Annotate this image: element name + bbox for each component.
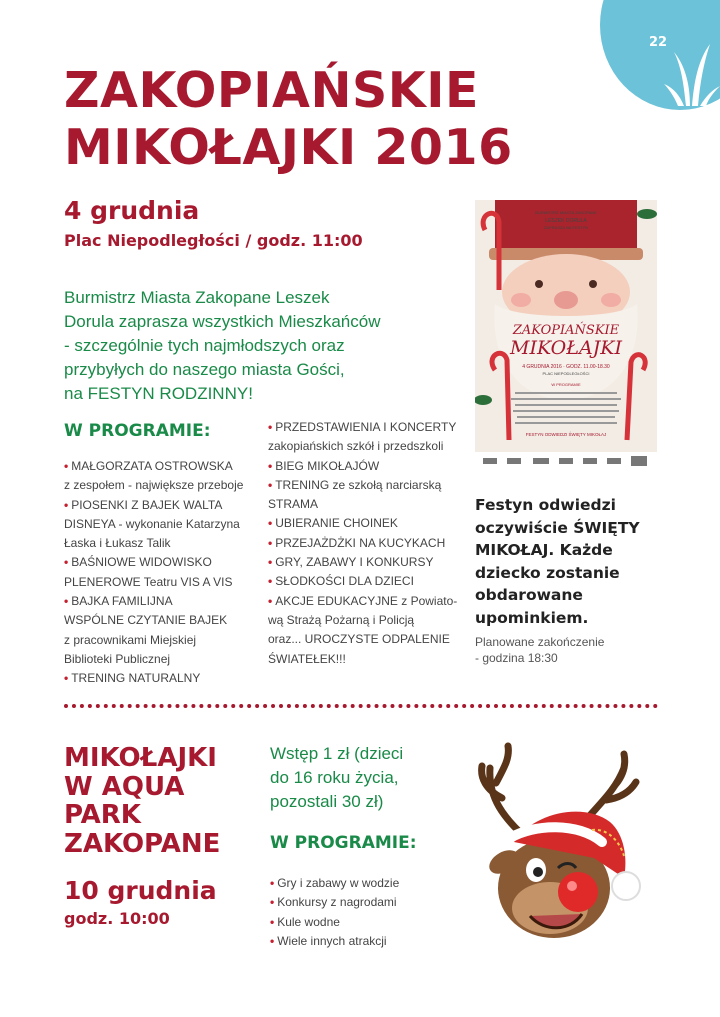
- bullet-icon: •: [270, 876, 275, 890]
- intro-line: Burmistrz Miasta Zakopane Leszek: [64, 288, 330, 307]
- intro-line: Dorula zaprasza wszystkich Mieszkańców: [64, 312, 381, 331]
- poster-title-line: ZAKOPIAŃSKIE: [512, 323, 620, 338]
- program-item: • BIEG MIKOŁAJÓW: [268, 458, 380, 473]
- event-time: godz. 10:00: [64, 909, 170, 928]
- bullet-icon: •: [268, 458, 273, 473]
- program-item: • PRZEJAŻDŻKI NA KUCYKACH: [268, 535, 446, 550]
- santa-poster-image: [475, 200, 657, 470]
- reindeer-illustration: [474, 738, 654, 958]
- event-place: Plac Niepodległości / godz. 11:00: [64, 231, 363, 250]
- page-number: 22: [649, 35, 668, 50]
- event-date: 4 grudnia: [64, 196, 200, 225]
- program-item: • Wiele innych atrakcji: [270, 933, 387, 948]
- bullet-icon: •: [268, 555, 273, 570]
- program-heading: W PROGRAMIE:: [270, 833, 417, 853]
- page-title: [64, 62, 513, 176]
- intro-paragraph: [64, 286, 444, 406]
- bullet-icon: •: [268, 535, 273, 550]
- bullet-icon: •: [270, 914, 275, 929]
- program-item: • PRZEDSTAWIENIA I KONCERTY zakopiańskich szkół i przedszkoli: [268, 420, 457, 454]
- program-item: • Konkursy z nagrodami: [270, 895, 397, 910]
- bullet-icon: •: [64, 594, 69, 609]
- bullet-icon: •: [268, 420, 273, 434]
- program-item: • TRENING ze szkołą narciarską STRAMA: [268, 477, 442, 512]
- aqua-program-list: [270, 874, 399, 951]
- bullet-icon: •: [64, 671, 69, 686]
- dotted-divider: [64, 704, 658, 708]
- program-list-right: [268, 418, 457, 669]
- intro-line: przybyłych do naszego miasta Gości,: [64, 360, 345, 379]
- poster-header-line: ZAPRASZA NA FESTYN: [543, 225, 589, 230]
- program-list-left: [64, 457, 243, 689]
- end-time-note: Planowane zakończenie - godzina 18:30: [475, 635, 605, 665]
- poster-place: PLAC NIEPODLEGŁOŚCI: [542, 371, 590, 376]
- title-line: MIKOŁAJKI 2016: [64, 119, 513, 176]
- event-date: 10 grudnia: [64, 876, 217, 905]
- program-item: • UBIERANIE CHOINEK: [268, 516, 398, 531]
- poster-header-line: LESZEK DORULA: [545, 218, 587, 224]
- bullet-icon: •: [64, 497, 69, 512]
- program-item: • AKCJE EDUKACYJNE z Powiato- wą Strażą Pożarną i Policją oraz... UROCZYSTE ODPALENIE ŚWIATEŁEK!!!: [268, 593, 458, 666]
- poster-date: 4 GRUDNIA 2016 · GODZ. 11.00-18.30: [522, 364, 610, 370]
- program-item: • SŁODKOŚCI DLA DZIECI: [268, 574, 414, 589]
- poster-header-line: BURMISTRZ MIASTA ZAKOPANE: [535, 210, 597, 215]
- bullet-icon: •: [268, 516, 273, 531]
- intro-line: - szczególnie tych najmłodszych oraz: [64, 336, 345, 355]
- intro-line: na FESTYN RODZINNY!: [64, 384, 253, 403]
- program-heading: W PROGRAMIE:: [64, 421, 211, 441]
- program-item: • MAŁGORZATA OSTROWSKA z zespołem - największe przeboje: [64, 459, 244, 493]
- bullet-icon: •: [268, 593, 273, 608]
- poster-program-label: W PROGRAMIE: [551, 382, 581, 387]
- program-item: • TRENING NATURALNY: [64, 671, 201, 686]
- bullet-icon: •: [268, 574, 273, 589]
- bullet-icon: •: [64, 459, 69, 473]
- bullet-icon: •: [64, 555, 69, 570]
- santa-visit-note: Festyn odwiedzi oczywiście ŚWIĘTY MIKOŁAJ. Każde dziecko zostanie obdarowane upominkiem.: [475, 496, 640, 627]
- program-item: • GRY, ZABAWY I KONKURSY: [268, 555, 434, 570]
- entry-fee: Wstęp 1 zł (dzieci do 16 roku życia, pozostali 30 zł): [270, 744, 404, 811]
- section-title: MIKOŁAJKI W AQUA PARK ZAKOPANE: [64, 743, 221, 859]
- program-item: • BAJKA FAMILIJNA WSPÓLNE CZYTANIE BAJEK z pracownikami Miejskiej Biblioteki Publicznej: [64, 594, 228, 666]
- bullet-icon: •: [268, 477, 273, 492]
- program-item: • Kule wodne: [270, 914, 340, 929]
- title-line: ZAKOPIAŃSKIE: [64, 62, 479, 119]
- poster-title-line: MIKOŁAJKI: [510, 337, 622, 359]
- plant-leaf-icon: [664, 38, 720, 108]
- bullet-icon: •: [270, 933, 275, 948]
- poster-footer: FESTYN ODWIEDZI ŚWIĘTY MIKOŁAJ: [525, 432, 607, 437]
- program-item: • PIOSENKI Z BAJEK WALTA DISNEYA - wykonanie Katarzyna Łaska i Łukasz Talik: [64, 497, 240, 551]
- program-item: • BAŚNIOWE WIDOWISKO PLENEROWE Teatru VIS A VIS: [64, 555, 233, 589]
- program-item: • Gry i zabawy w wodzie: [270, 876, 400, 890]
- bullet-icon: •: [270, 895, 275, 910]
